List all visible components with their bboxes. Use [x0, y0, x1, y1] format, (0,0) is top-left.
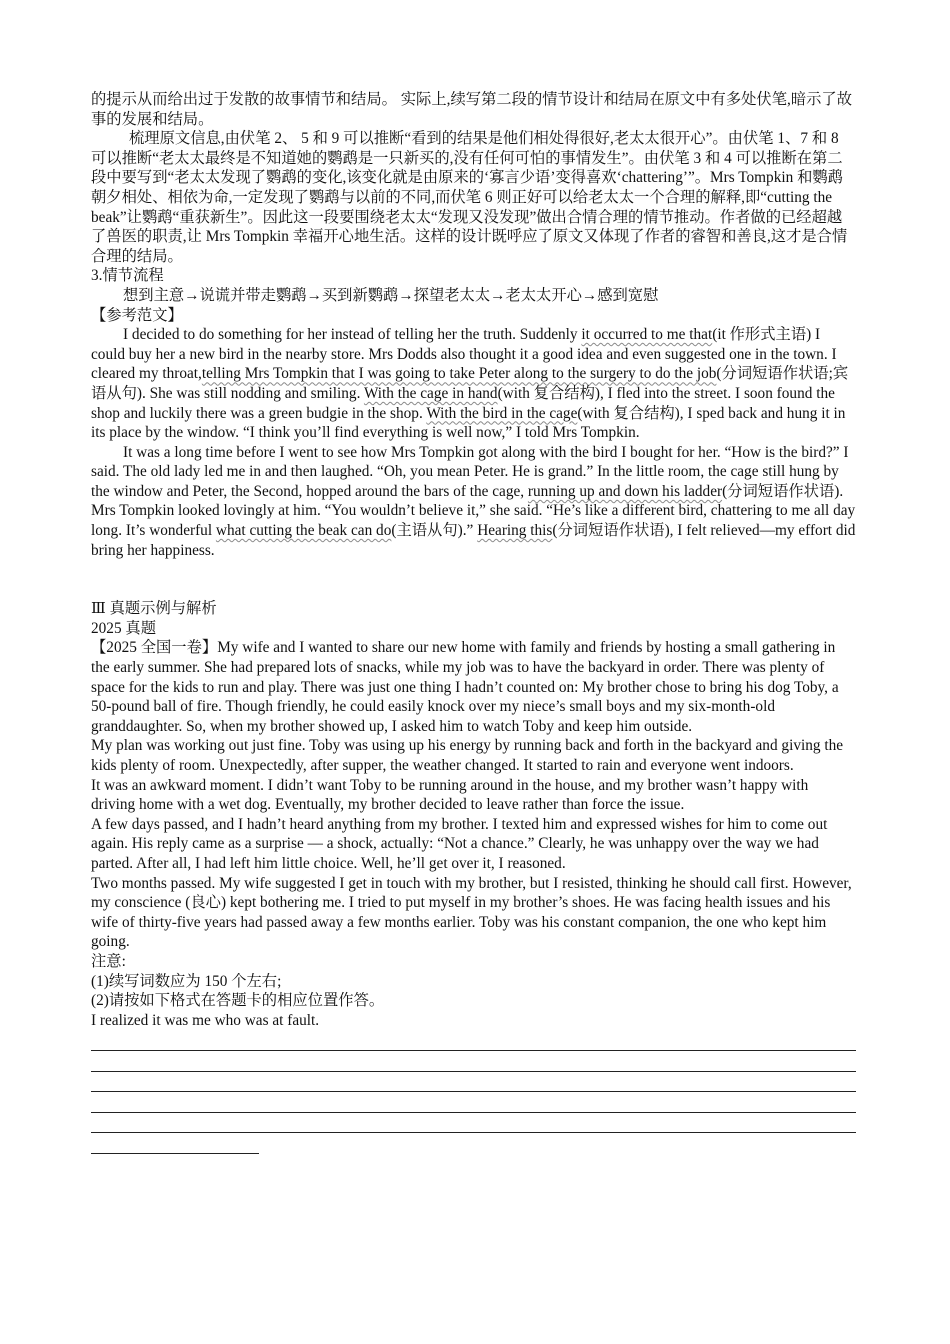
answer-line[interactable]: [91, 1092, 856, 1113]
sample-essay-paragraph-1: I decided to do something for her instead of telling her the truth. Suddenly it occurred to me that(it 作形式主语) I could buy her a new bird in the nearby store. Mrs Dodds also thought it a good idea and even suggested one in the town. I cleared my throat,telling Mrs Tompkin that I was going to take Peter along to the surgery to do the job(分词短语作状语;宾语从句). She was still nodding and smiling. With the cage in hand(with 复合结构), I fled into the street. I soon found the shop and luckily there was a green budgie in the shop. With the bird in the cage(with 复合结构), I sped back and hung it in its place by the window. “I think you’ll find everything is well now,” I told Mrs Tompkin.: [91, 326, 849, 442]
exam-source-tag: 【2025 全国一卷】: [91, 639, 218, 657]
note-item-1: (1)续写词数应为 150 个左右;: [91, 972, 282, 990]
highlighted-phrase: With the cage in hand: [363, 384, 498, 402]
exam-passage-paragraph-2: My plan was working out just fine. Toby was using up his energy by running back and forth in the backyard and giving the kids plenty of room. Unexpectedly, after supper, the weather changed. It started to rain and everyone went indoors.: [91, 737, 844, 774]
answer-line-short[interactable]: [91, 1133, 259, 1154]
answer-lines: [91, 1030, 856, 1154]
sample-essay-heading: 【参考范文】: [91, 306, 183, 324]
exam-passage-paragraph-3: It was an awkward moment. I didn’t want Toby to be running around in the house, and my brother wasn’t happy with driving home with a wet dog. Eventually, my brother decided to leave rather than force the issue.: [91, 776, 809, 814]
highlighted-phrase: it occurred to me that: [581, 326, 713, 344]
highlighted-phrase: With the bird in the cage: [426, 404, 578, 422]
note-label: 注意:: [91, 952, 126, 970]
section-spacer: [91, 560, 856, 599]
highlighted-phrase: telling Mrs Tompkin that I was going to take Peter along to the surgery to do the job: [201, 365, 717, 383]
highlighted-phrase: Hearing this: [477, 522, 553, 540]
note-item-2: (2)请按如下格式在答题卡的相应位置作答。: [91, 992, 385, 1010]
answer-line[interactable]: [91, 1030, 856, 1051]
exam-passage-paragraph-4: A few days passed, and I hadn’t heard anything from my brother. I texted him and expressed wishes for him to come out again. His reply came as a surprise — a shock, actually: “Not a chance.” Clearly, he was unhappy over the way we had parted. After all, I had left him little choice. Well, he’ll get over it, I reasoned.: [91, 815, 828, 872]
exam-passage-paragraph-5: Two months passed. My wife suggested I get in touch with my brother, but I resisted, thinking he should call first. However, my conscience (良心) kept bothering me. I tried to put myself in my brother’s shoes. He was facing health issues and his wife of thirty-five years had passed away a few months earlier. Toby was his constant companion, the one who kept him going.: [91, 874, 852, 951]
plot-flow-chain: 想到主意→说谎并带走鹦鹉→买到新鹦鹉→探望老太太→老太太开心→感到宽慰: [123, 286, 659, 304]
section-heading-plot-flow: 3.情节流程: [91, 267, 164, 285]
analysis-paragraph-foreshadowing: 梳理原文信息,由伏笔 2、 5 和 9 可以推断“看到的结果是他们相处得很好,老太太很开心”。由伏笔 1、7 和 8 可以推断“老太太最终是不知道她的鹦鹉是一只新买的,没有任何可怕的事情发生”。由伏笔 3 和 4 可以推断在第二段中要写到“老太太发现了鹦鹉的变化,该变化就是由原来的‘寡言少语’变得喜欢‘chattering’”。Mrs Tompkin 和鹦鹉朝夕相处、相依为命,一定发现了鹦鹉与以前的不同,而伏笔 6 则正好可以给老太太一个合理的解释,即“cutting the beak”让鹦鹉“重获新生”。因此这一段要围绕老太太“发现又没发现”做出合情合理的情节推动。作者做的已经超越了兽医的职责,让 Mrs Tompkin 幸福开心地生活。这样的设计既呼应了原文又体现了作者的睿智和善良,这才是合情合理的结局。: [91, 130, 848, 265]
exam-passage-paragraph-1: 【2025 全国一卷】My wife and I wanted to share our new home with family and friends by hosting a small gathering in the early summer. She had prepared lots of snacks, while my job was to have the backyard in order. There was plenty of space for the kids to run and play. There was just one thing I hadn’t counted on: My brother chose to bring his dog Toby, a 50-pound ball of fire. Though friendly, he could easily knock over my niece’s small boys and my six-month-old granddaughter. So, when my brother showed up, I asked him to watch Toby and keep him outside.: [91, 639, 839, 735]
continuation-starter-sentence: I realized it was me who was at fault.: [91, 1011, 320, 1029]
highlighted-phrase: running up and down his ladder: [527, 482, 723, 500]
analysis-paragraph-intro: 的提示从而给出过于发散的故事情节和结局。 实际上,续写第二段的情节设计和结局在原文中有多处伏笔,暗示了故事的发展和结局。: [91, 91, 853, 128]
document-page: [91, 90, 856, 1154]
exam-year-label: 2025 真题: [91, 619, 157, 637]
sample-essay-paragraph-2: It was a long time before I went to see how Mrs Tompkin got along with the bird I bought for her. “How is the bird?” I said. The old lady led me in and then laughed. “Oh, you mean Peter. He is grand.” In the little room, the cage still hung by the window and Peter, the Second, hopped around the bars of the cage, running up and down his ladder(分词短语作状语). Mrs Tompkin looked lovingly at him. “You wouldn’t believe it,” she said. “He’s like a different bird, chattering to me all day long. It’s wonderful what cutting the beak can do(主语从句).” Hearing this(分词短语作状语), I felt relieved—my effort did bring her happiness.: [91, 443, 856, 559]
highlighted-phrase: what cutting the beak can do: [215, 522, 392, 540]
answer-line[interactable]: [91, 1051, 856, 1072]
answer-line[interactable]: [91, 1072, 856, 1093]
answer-line[interactable]: [91, 1113, 856, 1134]
section-heading-exam-examples: Ⅲ 真题示例与解析: [91, 600, 217, 618]
